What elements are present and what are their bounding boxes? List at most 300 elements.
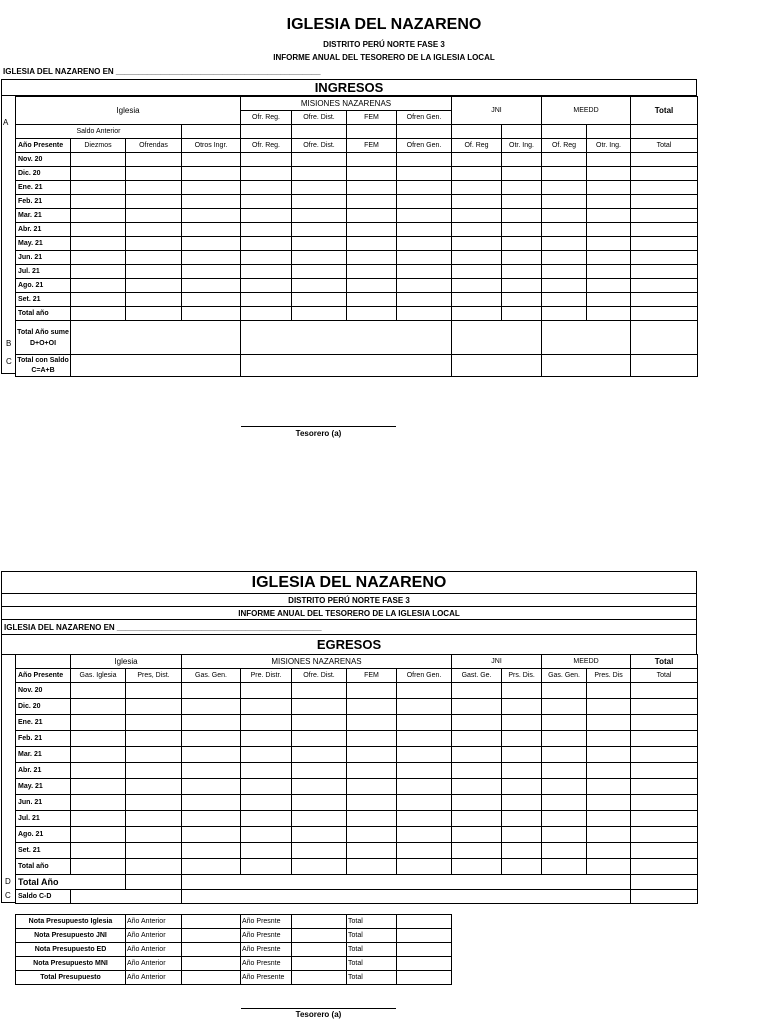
ing-input-cell[interactable] bbox=[631, 307, 698, 321]
saldo-cell[interactable] bbox=[182, 125, 241, 139]
ing-input-cell[interactable] bbox=[347, 167, 397, 181]
egr-input-cell[interactable] bbox=[71, 859, 126, 875]
egr-input-cell[interactable] bbox=[452, 827, 502, 843]
saldo-cell[interactable] bbox=[241, 125, 292, 139]
ing-input-cell[interactable] bbox=[397, 251, 452, 265]
budget-total-value[interactable] bbox=[397, 929, 452, 943]
egr-input-cell[interactable] bbox=[241, 699, 292, 715]
egr-input-cell[interactable] bbox=[542, 859, 587, 875]
egr-total-cell[interactable] bbox=[631, 875, 698, 890]
ing-input-cell[interactable] bbox=[631, 153, 698, 167]
budget-total-value[interactable] bbox=[397, 957, 452, 971]
egr-input-cell[interactable] bbox=[126, 843, 182, 859]
egr-input-cell[interactable] bbox=[397, 859, 452, 875]
ing-input-cell[interactable] bbox=[452, 195, 502, 209]
egr-input-cell[interactable] bbox=[347, 779, 397, 795]
ing-input-cell[interactable] bbox=[182, 279, 241, 293]
egr-input-cell[interactable] bbox=[587, 763, 631, 779]
ing-input-cell[interactable] bbox=[71, 251, 126, 265]
ing-input-cell[interactable] bbox=[292, 181, 347, 195]
egr-input-cell[interactable] bbox=[347, 747, 397, 763]
saldo-cell[interactable] bbox=[502, 125, 542, 139]
ing-input-cell[interactable] bbox=[502, 153, 542, 167]
egr-input-cell[interactable] bbox=[241, 683, 292, 699]
ing-input-cell[interactable] bbox=[542, 265, 587, 279]
egr-input-cell[interactable] bbox=[126, 811, 182, 827]
egr-input-cell[interactable] bbox=[452, 731, 502, 747]
ing-input-cell[interactable] bbox=[182, 293, 241, 307]
ing-input-cell[interactable] bbox=[347, 209, 397, 223]
ing-input-cell[interactable] bbox=[126, 153, 182, 167]
total-anio-misiones[interactable] bbox=[241, 321, 452, 355]
egr-input-cell[interactable] bbox=[126, 827, 182, 843]
ing-input-cell[interactable] bbox=[452, 251, 502, 265]
egr-input-cell[interactable] bbox=[71, 763, 126, 779]
egr-input-cell[interactable] bbox=[452, 715, 502, 731]
ing-input-cell[interactable] bbox=[182, 251, 241, 265]
egr-input-cell[interactable] bbox=[292, 859, 347, 875]
ing-input-cell[interactable] bbox=[397, 181, 452, 195]
ing-input-cell[interactable] bbox=[182, 167, 241, 181]
ing-input-cell[interactable] bbox=[182, 181, 241, 195]
egr-input-cell[interactable] bbox=[397, 699, 452, 715]
budget-prev-value[interactable] bbox=[182, 943, 241, 957]
ing-input-cell[interactable] bbox=[292, 265, 347, 279]
ing-input-cell[interactable] bbox=[502, 181, 542, 195]
egr-input-cell[interactable] bbox=[631, 747, 698, 763]
budget-total-value[interactable] bbox=[397, 971, 452, 985]
ing-input-cell[interactable] bbox=[126, 265, 182, 279]
egr-input-cell[interactable] bbox=[397, 683, 452, 699]
ing-input-cell[interactable] bbox=[587, 237, 631, 251]
egr-input-cell[interactable] bbox=[292, 779, 347, 795]
ing-input-cell[interactable] bbox=[542, 153, 587, 167]
egr-input-cell[interactable] bbox=[71, 747, 126, 763]
ing-input-cell[interactable] bbox=[71, 293, 126, 307]
ing-input-cell[interactable] bbox=[126, 279, 182, 293]
egr-input-cell[interactable] bbox=[587, 683, 631, 699]
ing-input-cell[interactable] bbox=[397, 237, 452, 251]
saldo-cell[interactable] bbox=[631, 125, 698, 139]
egr-input-cell[interactable] bbox=[182, 699, 241, 715]
egr-input-cell[interactable] bbox=[631, 827, 698, 843]
ing-input-cell[interactable] bbox=[241, 195, 292, 209]
budget-prev-value[interactable] bbox=[182, 915, 241, 929]
ing-input-cell[interactable] bbox=[347, 237, 397, 251]
egr-input-cell[interactable] bbox=[292, 747, 347, 763]
egr-input-cell[interactable] bbox=[587, 811, 631, 827]
egr-input-cell[interactable] bbox=[292, 699, 347, 715]
ing-input-cell[interactable] bbox=[241, 181, 292, 195]
ing-input-cell[interactable] bbox=[631, 293, 698, 307]
egr-input-cell[interactable] bbox=[71, 731, 126, 747]
ing-input-cell[interactable] bbox=[587, 195, 631, 209]
egr-input-cell[interactable] bbox=[542, 747, 587, 763]
egr-input-cell[interactable] bbox=[397, 715, 452, 731]
ing-input-cell[interactable] bbox=[452, 209, 502, 223]
ing-input-cell[interactable] bbox=[502, 279, 542, 293]
saldo-cell[interactable] bbox=[587, 125, 631, 139]
egr-input-cell[interactable] bbox=[71, 811, 126, 827]
ing-input-cell[interactable] bbox=[71, 265, 126, 279]
egr-input-cell[interactable] bbox=[631, 859, 698, 875]
ing-input-cell[interactable] bbox=[397, 293, 452, 307]
ing-input-cell[interactable] bbox=[182, 265, 241, 279]
ing-input-cell[interactable] bbox=[631, 167, 698, 181]
ing-input-cell[interactable] bbox=[452, 307, 502, 321]
ing-input-cell[interactable] bbox=[587, 279, 631, 293]
egr-input-cell[interactable] bbox=[292, 683, 347, 699]
ing-input-cell[interactable] bbox=[587, 167, 631, 181]
ing-input-cell[interactable] bbox=[292, 167, 347, 181]
saldo-cell[interactable] bbox=[292, 125, 347, 139]
budget-prev-value[interactable] bbox=[182, 971, 241, 985]
ing-input-cell[interactable] bbox=[347, 153, 397, 167]
ing-input-cell[interactable] bbox=[126, 209, 182, 223]
ing-input-cell[interactable] bbox=[542, 195, 587, 209]
egr-input-cell[interactable] bbox=[292, 731, 347, 747]
egr-input-cell[interactable] bbox=[126, 699, 182, 715]
egr-input-cell[interactable] bbox=[397, 811, 452, 827]
ing-input-cell[interactable] bbox=[71, 181, 126, 195]
egr-input-cell[interactable] bbox=[587, 859, 631, 875]
egr-input-cell[interactable] bbox=[452, 699, 502, 715]
egr-input-cell[interactable] bbox=[631, 843, 698, 859]
budget-total-value[interactable] bbox=[397, 915, 452, 929]
egr-input-cell[interactable] bbox=[71, 843, 126, 859]
egr-input-cell[interactable] bbox=[71, 715, 126, 731]
saldo-cell[interactable] bbox=[452, 125, 502, 139]
egr-input-cell[interactable] bbox=[502, 731, 542, 747]
ing-input-cell[interactable] bbox=[241, 307, 292, 321]
budget-total-value[interactable] bbox=[397, 943, 452, 957]
ing-input-cell[interactable] bbox=[126, 195, 182, 209]
egr-input-cell[interactable] bbox=[502, 859, 542, 875]
ing-input-cell[interactable] bbox=[71, 209, 126, 223]
ing-input-cell[interactable] bbox=[452, 265, 502, 279]
egr-input-cell[interactable] bbox=[542, 779, 587, 795]
ing-input-cell[interactable] bbox=[126, 251, 182, 265]
ing-input-cell[interactable] bbox=[397, 307, 452, 321]
ing-input-cell[interactable] bbox=[397, 209, 452, 223]
egr-input-cell[interactable] bbox=[241, 859, 292, 875]
total-anio-jni[interactable] bbox=[452, 321, 542, 355]
egr-saldo-cell[interactable] bbox=[182, 890, 631, 904]
egr-input-cell[interactable] bbox=[587, 731, 631, 747]
ing-input-cell[interactable] bbox=[542, 251, 587, 265]
egr-input-cell[interactable] bbox=[182, 779, 241, 795]
egr-input-cell[interactable] bbox=[542, 763, 587, 779]
egr-input-cell[interactable] bbox=[587, 699, 631, 715]
budget-pres-value[interactable] bbox=[292, 957, 347, 971]
ing-input-cell[interactable] bbox=[587, 209, 631, 223]
ing-input-cell[interactable] bbox=[542, 237, 587, 251]
ing-input-cell[interactable] bbox=[542, 209, 587, 223]
egr-input-cell[interactable] bbox=[347, 715, 397, 731]
ing-input-cell[interactable] bbox=[292, 293, 347, 307]
ing-input-cell[interactable] bbox=[631, 181, 698, 195]
ing-input-cell[interactable] bbox=[241, 279, 292, 293]
egr-input-cell[interactable] bbox=[292, 827, 347, 843]
saldo-cell[interactable] bbox=[347, 125, 397, 139]
ing-input-cell[interactable] bbox=[182, 195, 241, 209]
ing-input-cell[interactable] bbox=[182, 237, 241, 251]
egr-input-cell[interactable] bbox=[292, 715, 347, 731]
egr-input-cell[interactable] bbox=[126, 795, 182, 811]
ing-input-cell[interactable] bbox=[241, 237, 292, 251]
egr-total-cell[interactable] bbox=[126, 875, 182, 890]
egr-input-cell[interactable] bbox=[241, 731, 292, 747]
egr-input-cell[interactable] bbox=[182, 683, 241, 699]
ing-input-cell[interactable] bbox=[542, 293, 587, 307]
ing-input-cell[interactable] bbox=[182, 153, 241, 167]
egr-input-cell[interactable] bbox=[397, 795, 452, 811]
ing-input-cell[interactable] bbox=[241, 153, 292, 167]
egr-input-cell[interactable] bbox=[182, 827, 241, 843]
egr-input-cell[interactable] bbox=[71, 795, 126, 811]
egr-input-cell[interactable] bbox=[452, 859, 502, 875]
egr-total-cell[interactable] bbox=[182, 875, 631, 890]
egr-input-cell[interactable] bbox=[397, 731, 452, 747]
egr-input-cell[interactable] bbox=[182, 859, 241, 875]
ing-input-cell[interactable] bbox=[587, 251, 631, 265]
ing-input-cell[interactable] bbox=[502, 307, 542, 321]
ing-input-cell[interactable] bbox=[502, 293, 542, 307]
ing-input-cell[interactable] bbox=[71, 279, 126, 293]
ing-input-cell[interactable] bbox=[292, 307, 347, 321]
total-anio-total[interactable] bbox=[631, 321, 698, 355]
ing-input-cell[interactable] bbox=[587, 293, 631, 307]
ing-input-cell[interactable] bbox=[397, 265, 452, 279]
egr-input-cell[interactable] bbox=[397, 827, 452, 843]
egr-input-cell[interactable] bbox=[126, 683, 182, 699]
egr-input-cell[interactable] bbox=[182, 843, 241, 859]
ing-input-cell[interactable] bbox=[542, 279, 587, 293]
egr-input-cell[interactable] bbox=[587, 779, 631, 795]
egr-input-cell[interactable] bbox=[502, 843, 542, 859]
total-anio-iglesia[interactable] bbox=[71, 321, 241, 355]
ing-input-cell[interactable] bbox=[397, 195, 452, 209]
ing-input-cell[interactable] bbox=[347, 279, 397, 293]
egr-input-cell[interactable] bbox=[71, 683, 126, 699]
budget-pres-value[interactable] bbox=[292, 915, 347, 929]
egr-input-cell[interactable] bbox=[241, 811, 292, 827]
egr-input-cell[interactable] bbox=[542, 683, 587, 699]
egr-input-cell[interactable] bbox=[397, 779, 452, 795]
egr-input-cell[interactable] bbox=[397, 763, 452, 779]
egr-input-cell[interactable] bbox=[347, 731, 397, 747]
ing-input-cell[interactable] bbox=[292, 251, 347, 265]
egr-input-cell[interactable] bbox=[397, 843, 452, 859]
ing-input-cell[interactable] bbox=[631, 237, 698, 251]
budget-pres-value[interactable] bbox=[292, 929, 347, 943]
egr-input-cell[interactable] bbox=[502, 747, 542, 763]
ing-input-cell[interactable] bbox=[182, 223, 241, 237]
ing-input-cell[interactable] bbox=[241, 223, 292, 237]
egr-input-cell[interactable] bbox=[71, 699, 126, 715]
egr-input-cell[interactable] bbox=[587, 795, 631, 811]
ing-input-cell[interactable] bbox=[241, 293, 292, 307]
egr-input-cell[interactable] bbox=[452, 843, 502, 859]
ing-input-cell[interactable] bbox=[502, 251, 542, 265]
ing-input-cell[interactable] bbox=[452, 167, 502, 181]
egr-input-cell[interactable] bbox=[587, 747, 631, 763]
ing-input-cell[interactable] bbox=[452, 223, 502, 237]
ing-input-cell[interactable] bbox=[502, 265, 542, 279]
egr-input-cell[interactable] bbox=[452, 811, 502, 827]
egr-input-cell[interactable] bbox=[452, 747, 502, 763]
egr-input-cell[interactable] bbox=[241, 763, 292, 779]
ing-input-cell[interactable] bbox=[126, 167, 182, 181]
egr-input-cell[interactable] bbox=[347, 827, 397, 843]
egr-input-cell[interactable] bbox=[347, 843, 397, 859]
egr-input-cell[interactable] bbox=[182, 731, 241, 747]
egr-input-cell[interactable] bbox=[542, 699, 587, 715]
egr-input-cell[interactable] bbox=[631, 763, 698, 779]
budget-prev-value[interactable] bbox=[182, 957, 241, 971]
egr-input-cell[interactable] bbox=[542, 827, 587, 843]
egr-input-cell[interactable] bbox=[587, 715, 631, 731]
egr-input-cell[interactable] bbox=[502, 779, 542, 795]
egr-input-cell[interactable] bbox=[126, 763, 182, 779]
budget-prev-value[interactable] bbox=[182, 929, 241, 943]
egr-input-cell[interactable] bbox=[241, 827, 292, 843]
ing-input-cell[interactable] bbox=[631, 251, 698, 265]
ing-input-cell[interactable] bbox=[347, 181, 397, 195]
egr-input-cell[interactable] bbox=[452, 795, 502, 811]
egr-input-cell[interactable] bbox=[347, 811, 397, 827]
egr-input-cell[interactable] bbox=[631, 795, 698, 811]
egr-input-cell[interactable] bbox=[71, 779, 126, 795]
egr-input-cell[interactable] bbox=[182, 747, 241, 763]
ing-input-cell[interactable] bbox=[71, 223, 126, 237]
egr-input-cell[interactable] bbox=[347, 763, 397, 779]
egr-input-cell[interactable] bbox=[241, 843, 292, 859]
ing-input-cell[interactable] bbox=[452, 279, 502, 293]
egr-input-cell[interactable] bbox=[347, 795, 397, 811]
ing-input-cell[interactable] bbox=[347, 265, 397, 279]
ing-input-cell[interactable] bbox=[397, 153, 452, 167]
ing-input-cell[interactable] bbox=[631, 223, 698, 237]
egr-input-cell[interactable] bbox=[631, 699, 698, 715]
egr-input-cell[interactable] bbox=[347, 683, 397, 699]
ing-input-cell[interactable] bbox=[347, 307, 397, 321]
total-saldo-total[interactable] bbox=[631, 355, 698, 377]
ing-input-cell[interactable] bbox=[631, 279, 698, 293]
ing-input-cell[interactable] bbox=[71, 195, 126, 209]
total-saldo-jni[interactable] bbox=[452, 355, 542, 377]
ing-input-cell[interactable] bbox=[542, 167, 587, 181]
egr-input-cell[interactable] bbox=[292, 811, 347, 827]
egr-input-cell[interactable] bbox=[182, 795, 241, 811]
ing-input-cell[interactable] bbox=[542, 223, 587, 237]
ing-input-cell[interactable] bbox=[292, 279, 347, 293]
ing-input-cell[interactable] bbox=[452, 153, 502, 167]
egr-input-cell[interactable] bbox=[502, 811, 542, 827]
egr-input-cell[interactable] bbox=[631, 811, 698, 827]
ing-input-cell[interactable] bbox=[126, 223, 182, 237]
ing-input-cell[interactable] bbox=[292, 209, 347, 223]
egr-input-cell[interactable] bbox=[292, 843, 347, 859]
egr-input-cell[interactable] bbox=[241, 747, 292, 763]
egr-input-cell[interactable] bbox=[452, 779, 502, 795]
egr-input-cell[interactable] bbox=[587, 843, 631, 859]
ing-input-cell[interactable] bbox=[587, 223, 631, 237]
egr-input-cell[interactable] bbox=[347, 699, 397, 715]
ing-input-cell[interactable] bbox=[502, 209, 542, 223]
egr-input-cell[interactable] bbox=[452, 683, 502, 699]
ing-input-cell[interactable] bbox=[452, 293, 502, 307]
ing-input-cell[interactable] bbox=[241, 167, 292, 181]
egr-input-cell[interactable] bbox=[452, 763, 502, 779]
ing-input-cell[interactable] bbox=[502, 237, 542, 251]
ing-input-cell[interactable] bbox=[241, 265, 292, 279]
egr-input-cell[interactable] bbox=[71, 827, 126, 843]
egr-input-cell[interactable] bbox=[126, 859, 182, 875]
budget-pres-value[interactable] bbox=[292, 943, 347, 957]
egr-input-cell[interactable] bbox=[126, 747, 182, 763]
ing-input-cell[interactable] bbox=[182, 307, 241, 321]
ing-input-cell[interactable] bbox=[397, 223, 452, 237]
ing-input-cell[interactable] bbox=[587, 265, 631, 279]
budget-pres-value[interactable] bbox=[292, 971, 347, 985]
ing-input-cell[interactable] bbox=[631, 195, 698, 209]
egr-input-cell[interactable] bbox=[502, 715, 542, 731]
ing-input-cell[interactable] bbox=[587, 181, 631, 195]
ing-input-cell[interactable] bbox=[631, 209, 698, 223]
egr-input-cell[interactable] bbox=[126, 731, 182, 747]
ing-input-cell[interactable] bbox=[631, 265, 698, 279]
egr-input-cell[interactable] bbox=[397, 747, 452, 763]
ing-input-cell[interactable] bbox=[241, 209, 292, 223]
egr-input-cell[interactable] bbox=[126, 779, 182, 795]
ing-input-cell[interactable] bbox=[452, 237, 502, 251]
ing-input-cell[interactable] bbox=[587, 153, 631, 167]
ing-input-cell[interactable] bbox=[126, 293, 182, 307]
egr-input-cell[interactable] bbox=[587, 827, 631, 843]
ing-input-cell[interactable] bbox=[587, 307, 631, 321]
egr-input-cell[interactable] bbox=[542, 843, 587, 859]
ing-input-cell[interactable] bbox=[452, 181, 502, 195]
egr-input-cell[interactable] bbox=[502, 795, 542, 811]
ing-input-cell[interactable] bbox=[347, 195, 397, 209]
saldo-cell[interactable] bbox=[397, 125, 452, 139]
egr-input-cell[interactable] bbox=[542, 811, 587, 827]
ing-input-cell[interactable] bbox=[71, 167, 126, 181]
total-saldo-misiones[interactable] bbox=[241, 355, 452, 377]
egr-input-cell[interactable] bbox=[502, 827, 542, 843]
ing-input-cell[interactable] bbox=[397, 167, 452, 181]
egr-input-cell[interactable] bbox=[502, 699, 542, 715]
egr-input-cell[interactable] bbox=[182, 811, 241, 827]
ing-input-cell[interactable] bbox=[182, 209, 241, 223]
egr-input-cell[interactable] bbox=[292, 763, 347, 779]
egr-input-cell[interactable] bbox=[241, 795, 292, 811]
egr-input-cell[interactable] bbox=[502, 683, 542, 699]
egr-saldo-cell[interactable] bbox=[631, 890, 698, 904]
ing-input-cell[interactable] bbox=[241, 251, 292, 265]
ing-input-cell[interactable] bbox=[347, 223, 397, 237]
ing-input-cell[interactable] bbox=[542, 181, 587, 195]
egr-input-cell[interactable] bbox=[631, 683, 698, 699]
ing-input-cell[interactable] bbox=[126, 237, 182, 251]
egr-input-cell[interactable] bbox=[542, 715, 587, 731]
ing-input-cell[interactable] bbox=[126, 307, 182, 321]
egr-input-cell[interactable] bbox=[631, 715, 698, 731]
ing-input-cell[interactable] bbox=[292, 223, 347, 237]
egr-input-cell[interactable] bbox=[182, 715, 241, 731]
ing-input-cell[interactable] bbox=[71, 237, 126, 251]
